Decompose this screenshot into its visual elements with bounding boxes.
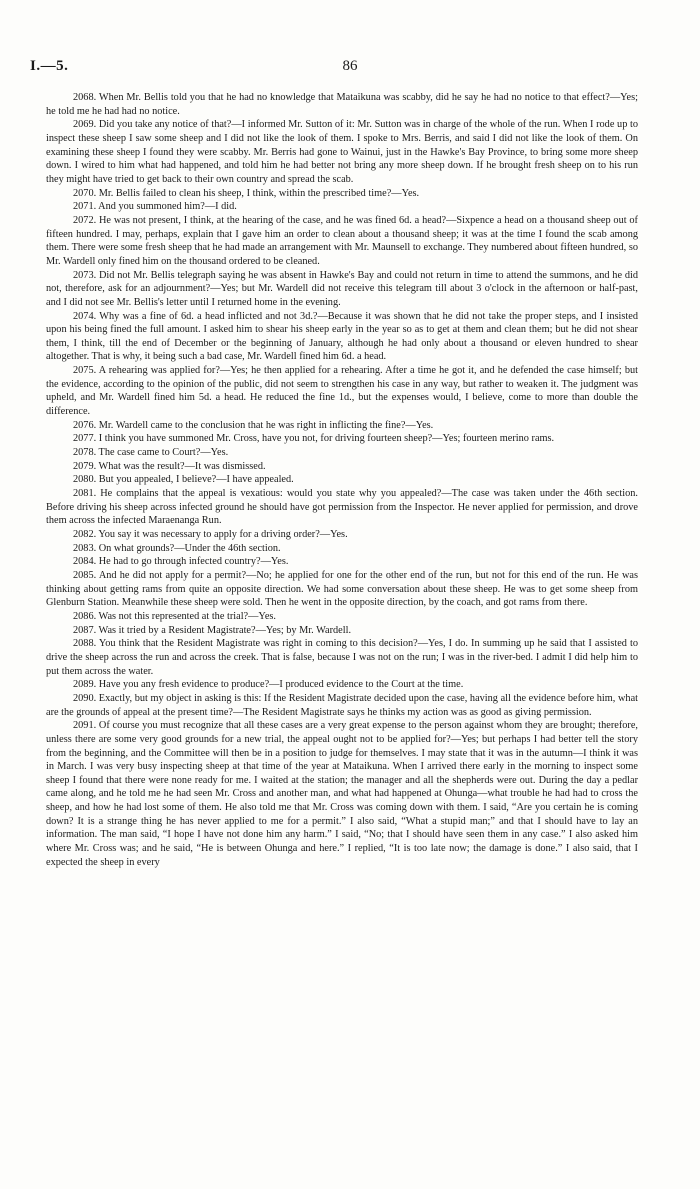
paragraph: 2079. What was the result?—It was dismissed. bbox=[73, 460, 266, 472]
paragraph: 2070. Mr. Bellis failed to clean his sheep, I think, within the prescribed time?—Yes. bbox=[73, 187, 420, 199]
paragraph: 2069. Did you take any notice of that?—I informed Mr. Sutton of it: Mr. Sutton was in charge of the whole of the run. When I rode up to inspect these sheep I saw some sheep and I did not like the look of them. I spoke to Mrs. Berris, and said I did not like the look of them. On examining these sheep I found they were scabby. Mr. Berris had gone to Wainui, just in the Hawke's Bay Province, to bring some more sheep down. I wired to him what had happened, and told him he had better not bring any more sheep down. If he brought fresh sheep on to his run they might have tried to get back to their own country and spread the scab. bbox=[46, 119, 638, 185]
paragraph: 2088. You think that the Resident Magistrate was right in coming to this decision?—Yes, I do. In summing up he said that I assisted to drive the sheep across the run and across the creek. That is false, because I was not on the run; I was in the river-bed. I admit I did help him to put them across the water. bbox=[46, 638, 638, 677]
paragraph: 2075. A rehearing was applied for?—Yes; he then applied for a rehearing. After a time he got it, and he defended the case himself; but the evidence, according to the opinion of the public, did not seem to strengthen his case in any way, but rather to weaken it. The judgment was upheld, and Mr. Wardell fined him 5d. a head. He reduced the fine 1d., but the expenses would, I believe, come to more than double the difference. bbox=[46, 365, 638, 418]
paragraph: 2085. And he did not apply for a permit?—No; he applied for one for the other end of the run, but not for this end of the run. He was thinking about getting rams from quite an opposite direction. We had some conversation about these sheep. He was to get some sheep from Glenburn Station. Meanwhile these sheep were sold. Then he went in the opposite direction, by the coach, and got rams from there. bbox=[46, 569, 638, 609]
paragraph: 2074. Why was a fine of 6d. a head inflicted and not 3d.?—Because it was shown that he did not take the proper steps, and I insisted upon his being fined the full amount. I asked him to shear his sheep early in the year so as to get at them and clean them; but he did not shear them, I think, till the end of December or the beginning of January, although he had only about a thousand or eleven hundred to shear altogether. That is why, it being such a bad case, Mr. Wardell fined him 6d. a head. bbox=[46, 310, 638, 363]
paragraph: 2081. He complains that the appeal is vexatious: would you state why you appealed?—The case was taken under the 46th section. Before driving his sheep across infected ground he should have got permission from the Inspector. He never applied for permission, and drove them across the infected Maraenanga Run. bbox=[46, 488, 638, 527]
paragraph: 2090. Exactly, but my object in asking is this: If the Resident Magistrate decided upon the case, having all the evidence before him, what are the grounds of appeal at the present time?—The Resident Magistrate says he thinks my action was as good as giving permission. bbox=[46, 692, 638, 718]
paragraph: 2089. Have you any fresh evidence to produce?—I produced evidence to the Court at the time. bbox=[73, 679, 464, 691]
paragraph: 2068. When Mr. Bellis told you that he had no knowledge that Mataikuna was scabby, did he say he had no notice to that effect?—Yes; he told me he had had no notice. bbox=[46, 92, 638, 117]
paragraph: 2077. I think you have summoned Mr. Cross, have you not, for driving fourteen sheep?—Yes; fourteen merino rams. bbox=[73, 433, 555, 445]
paragraph: 2086. Was not this represented at the trial?—Yes. bbox=[73, 610, 276, 622]
paragraph: 2091. Of course you must recognize that all these cases are a very great expense to the person against whom they are brought; therefore, unless there are some very good grounds for a new trial, the appeal ought not to be applied for?—Yes; but perhaps I had better tell the story from the beginning, and the Committee will then be in a position to judge for themselves. I may state that it was in the autumn—I think it was in March. I was very busy inspecting sheep at that time of the year at Mataikuna. When I arrived there early in the morning to inspect some sheep I found that there were none ready for me. I waited at the station; the manager and all the shepherds were out. During the day a pedlar came along, and he told me he had seen Mr. Cross and another man, and what had happened at Ohunga—what trouble he had had to cross the sheep, and how he had lost some of them. He also told me that Mr. Cross was coming down with them. I said, “Are you certain he is coming down? It is a strange thing he has never applied to me for a permit.” I also said, “What a stupid man;” and that I should have to lay an information. The man said, “I hope I have not done him any harm.” I said, “No; that I should have seen them in any case.” I also asked him where Mr. Cross was; and he said, “He is between Ohunga and here.” I replied, “It is too late now; the damage is done.” I also said, that I expected the sheep in every bbox=[46, 720, 638, 868]
paragraph: 2076. Mr. Wardell came to the conclusion that he was right in inflicting the fine?—Yes. bbox=[73, 419, 434, 431]
paragraph: 2078. The case came to Court?—Yes. bbox=[73, 447, 229, 459]
paragraph: 2087. Was it tried by a Resident Magistrate?—Yes; by Mr. Wardell. bbox=[73, 624, 352, 636]
page-number: 86 bbox=[342, 58, 358, 74]
paragraph: 2082. You say it was necessary to apply for a driving order?—Yes. bbox=[73, 529, 348, 540]
paragraph: 2083. On what grounds?—Under the 46th section. bbox=[73, 542, 281, 554]
paragraph: 2084. He had to go through infected country?—Yes. bbox=[73, 556, 289, 568]
paragraph: 2073. Did not Mr. Bellis telegraph saying he was absent in Hawke's Bay and could not return in time to attend the summons, and he did not, therefore, ask for an adjournment?—Yes; but Mr. Wardell did not receive this telegram till about 3 o'clock in the afternoon or half-past, and I did not see Mr. Bellis's letter until I returned home in the evening. bbox=[46, 269, 638, 308]
paragraph: 2071. And you summoned him?—I did. bbox=[73, 201, 237, 213]
document-body bbox=[46, 91, 638, 869]
paragraph: 2072. He was not present, I think, at the hearing of the case, and he was fined 6d. a head?—Sixpence a head on a thousand sheep out of fifteen hundred. I may, perhaps, explain that I gave him an order to clean about a thousand sheep; it was at the time I found the scab among them. There were some fresh sheep that he had made an arrangement with Mr. Maunsell to exchange. They numbered about fifteen hundred, so Mr. Wardell only fined him on the thousand ordered to be cleaned. bbox=[46, 214, 638, 267]
paragraph: 2080. But you appealed, I believe?—I have appealed. bbox=[73, 474, 294, 486]
report-reference: I.—5. bbox=[30, 58, 69, 74]
